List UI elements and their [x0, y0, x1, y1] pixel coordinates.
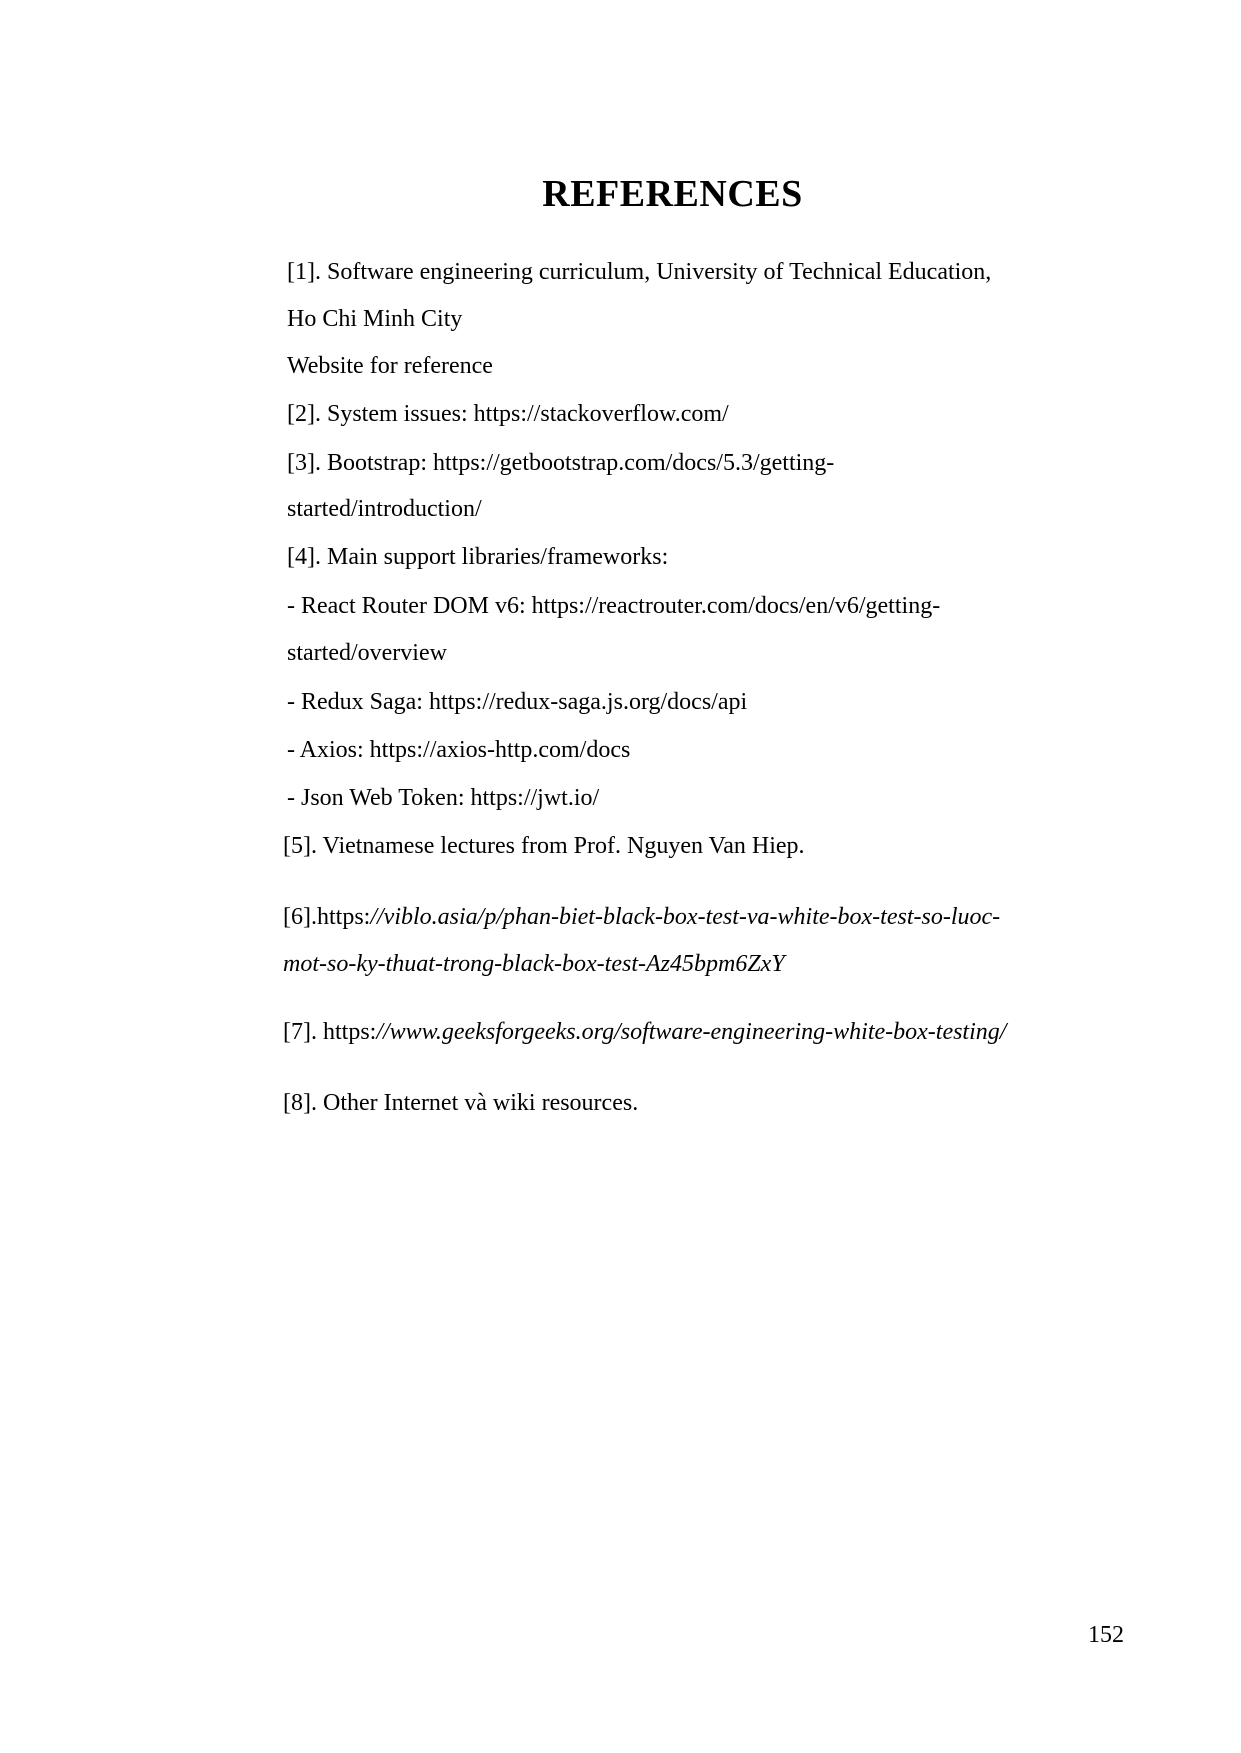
reference-6-line-2: mot-so-ky-thuat-trong-black-box-test-Az45bpm6ZxY — [283, 951, 785, 977]
reference-1-line-1: [1]. Software engineering curriculum, University of Technical Education, — [287, 259, 992, 285]
website-heading: Website for reference — [287, 353, 493, 379]
reference-4-react-line-1: - React Router DOM v6: https://reactrouter.com/docs/en/v6/getting- — [287, 593, 941, 619]
reference-6-line-1 — [283, 903, 1000, 931]
reference-8: [8]. Other Internet và wiki resources. — [283, 1090, 639, 1116]
reference-7-prefix: [7]. https: — [283, 1019, 377, 1045]
reference-7-link: //www.geeksforgeeks.org/software-engineering-white-box-testing/ — [376, 1019, 1007, 1045]
reference-7 — [283, 1018, 1006, 1046]
page-number: 152 — [1088, 1622, 1124, 1648]
reference-1-line-2: Ho Chi Minh City — [287, 306, 463, 332]
reference-2: [2]. System issues: https://stackoverflow.com/ — [287, 401, 729, 427]
reference-4-axios: - Axios: https://axios-http.com/docs — [287, 737, 631, 763]
reference-5: [5]. Vietnamese lectures from Prof. Nguyen Van Hiep. — [283, 833, 805, 859]
reference-4: [4]. Main support libraries/frameworks: — [287, 544, 669, 570]
reference-3-line-2: started/introduction/ — [287, 496, 482, 522]
reference-4-jwt: - Json Web Token: https://jwt.io/ — [287, 785, 600, 811]
reference-6-link: //viblo.asia/p/phan-biet-black-box-test-va-white-box-test-so-luoc- — [370, 904, 1001, 930]
reference-4-react-line-2: started/overview — [287, 640, 447, 666]
reference-6-prefix: [6].https: — [283, 904, 371, 930]
reference-4-redux: - Redux Saga: https://redux-saga.js.org/docs/api — [287, 689, 748, 715]
page-title: REFERENCES — [542, 173, 803, 215]
reference-3-line-1: [3]. Bootstrap: https://getbootstrap.com/docs/5.3/getting- — [287, 450, 835, 476]
